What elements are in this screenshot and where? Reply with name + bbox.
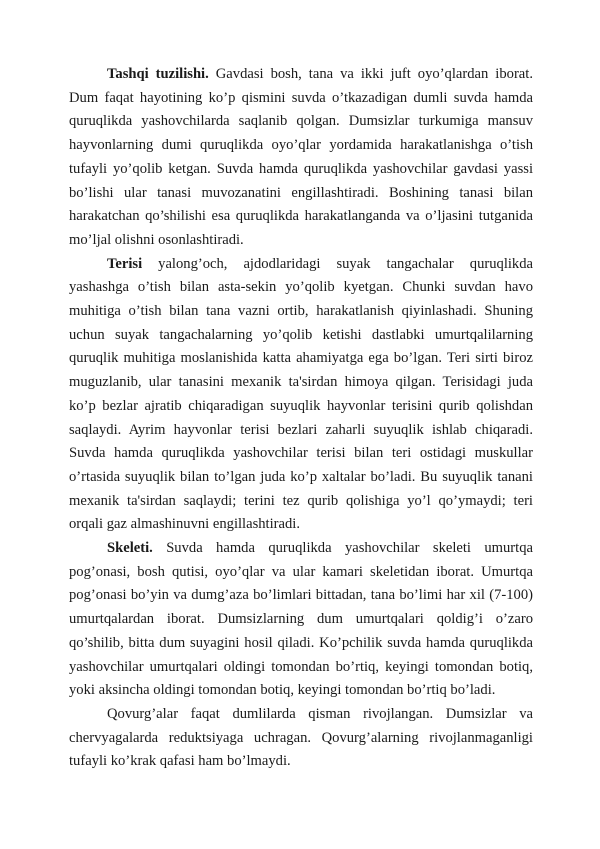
paragraph-heading: Terisi	[107, 255, 143, 272]
paragraph-external-structure	[69, 63, 533, 253]
document-page	[69, 63, 533, 774]
paragraph-body: yalong’och, ajdodlaridagi suyak tangachalar quruqlikda yashashga o’tish bilan asta-sekin yo’qolib kyetgan. Chunki suvdan havo muhitiga o’tish bilan tana vazni ortib, harakatlanish qiyinlashadi. Shuning uchun suyak tangachalarning yo’qolib ketishi dastlabki umurtqalilarning quruqlik muhitiga moslanishida katta ahamiyatga ega bo’lgan. Teri sirti biroz muguzlanib, ular tanasini mexanik ta'sirdan himoya qilgan. Terisidagi juda ko’p bezlar ajratib chiqaradigan suyuqlik hayvonlar terisini qurib qolishdan saqlaydi. Ayrim hayvonlar terisi bezlari zaharli suyuqlik ishlab chiqaradi. Suvda hamda quruqlikda yashovchilar terisi bilan teri ostidagi muskullar o’rtasida suyuqlik bilan to’lgan juda ko’p xaltalar bo’ladi. Bu suyuqlik tanani mexanik ta'sirdan saqlaydi; terini tez qurib qolishiga yo’l qo’ymaydi; teri orqali gaz almashinuvni engillashtiradi.	[69, 255, 533, 533]
paragraph-heading: Skeleti.	[107, 540, 153, 557]
paragraph-body: Suvda hamda quruqlikda yashovchilar skeleti umurtqa pog’onasi, bosh qutisi, oyo’qlar va ular kamari skeletidan iborat. Umurtqa pog’onasi bo’yin va dumg’aza bo’limlari bittadan, tana bo’limi har xil (7-100) umurtqalardan iborat. Dumsizlarning dum umurtqalari qoldig’i o’zaro qo’shilib, bitta dum suyagini hosil qiladi. Ko’pchilik suvda hamda quruqlikda yashovchilar umurtqalari oldingi tomondan bo’rtiq, keyingi tomondan botiq, yoki aksincha oldingi tomondan botiq, keyingi tomondan bo’rtiq bo’ladi.	[69, 540, 533, 699]
paragraph-heading: Tashqi tuzilishi.	[107, 66, 209, 82]
paragraph-ribs	[69, 703, 533, 774]
paragraph-skeleton	[69, 537, 533, 703]
paragraph-skin	[69, 253, 533, 537]
paragraph-body: Qovurg’alar faqat dumlilarda qisman rivojlangan. Dumsizlar va chervyagalarda reduktsiyaga uchragan. Qovurg’alarning rivojlanmaganligi tufayli ko’krak qafasi ham bo’lmaydi.	[69, 705, 533, 770]
paragraph-body: Gavdasi bosh, tana va ikki juft oyo’qlardan iborat. Dum faqat hayotining ko’p qismini suvda o’tkazadigan dumli suvda hamda quruqlikda yashovchilarda saqlanib qolgan. Dumsizlar turkumiga mansuv hayvonlarning dumi quruqlikda oyo’qlar yordamida harakatlanishga o’tish tufayli yo’qolib ketgan. Suvda hamda quruqlikda yashovchilar gavdasi yassi bo’lishi ular tanasi muvozanatini engillashtiradi. Boshining tanasi bilan harakatchan qo’shilishi esa quruqlikda harakatlanganda va o’ljasini tutganida mo’ljal olishni osonlashtiradi.	[69, 66, 533, 248]
